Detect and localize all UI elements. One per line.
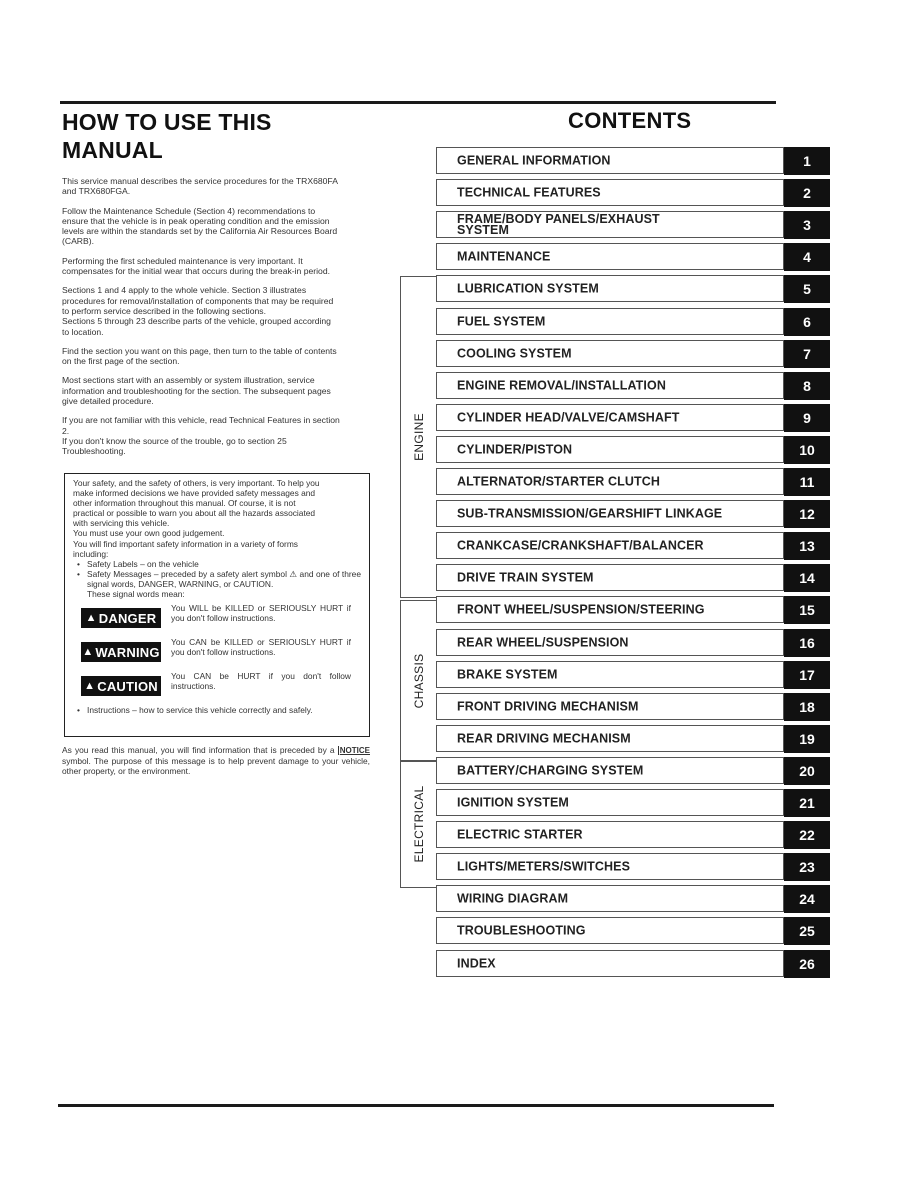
toc-item[interactable] [436, 693, 830, 720]
intro-paragraph [62, 256, 370, 277]
toc-label-box[interactable] [436, 564, 784, 591]
paragraph-line: Performing the first scheduled maintenance is very important. It [62, 255, 303, 266]
group-label-chassis: CHASSIS [411, 653, 426, 709]
toc-label[interactable]: FRAME/BODY PANELS/EXHAUST SYSTEM [457, 211, 660, 237]
paragraph-line: Find the section you want on this page, then turn to the table of contents [62, 345, 337, 356]
alert-triangle-icon: ▲ [85, 612, 97, 625]
bullet-safety-messages: • Safety Messages – preceded by a safety alert symbol ⚠ and one of three signal words, DANGER, WARNING, or CAUTION. [77, 568, 361, 589]
warning-badge: ▲ WARNING [81, 642, 161, 662]
toc-item[interactable] [436, 853, 830, 880]
caution-badge: ▲ CAUTION [81, 676, 161, 696]
toc-label[interactable]: ENGINE REMOVAL/INSTALLATION [457, 378, 666, 392]
toc-item[interactable] [436, 500, 830, 527]
toc-item[interactable] [436, 789, 830, 816]
section-number-tab[interactable]: 6 [784, 308, 830, 336]
toc-label[interactable]: CYLINDER/PISTON [457, 442, 573, 456]
toc-item[interactable] [436, 436, 830, 463]
toc-label[interactable]: DRIVE TRAIN SYSTEM [457, 570, 594, 584]
toc-label-box[interactable] [436, 661, 784, 688]
notice-symbol: NOTICE [339, 746, 370, 755]
toc-label-box[interactable] [436, 917, 784, 944]
paragraph-line: to location. [62, 326, 104, 337]
danger-badge: ▲ DANGER [81, 608, 161, 628]
signal-warning [81, 637, 361, 667]
toc-label-box[interactable] [436, 372, 784, 399]
toc-label-box[interactable] [436, 532, 784, 559]
section-number-tab[interactable]: 15 [784, 596, 830, 624]
paragraph-line: ensure that the vehicle is in peak operating condition and the emission [62, 215, 330, 226]
toc-label[interactable]: MAINTENANCE [457, 249, 551, 263]
toc-label-box[interactable] [436, 950, 784, 977]
section-number-tab[interactable]: 7 [784, 340, 830, 368]
paragraph-line: Troubleshooting. [62, 446, 126, 457]
paragraph-line: to perform service described in the following sections. [62, 305, 266, 316]
section-number-tab[interactable]: 19 [784, 725, 830, 753]
toc-label-box[interactable] [436, 500, 784, 527]
section-number-tab[interactable]: 17 [784, 661, 830, 689]
toc-item[interactable] [436, 243, 830, 270]
toc-label[interactable]: SUB-TRANSMISSION/GEARSHIFT LINKAGE [457, 506, 723, 520]
paragraph-line: If you don't know the source of the trouble, go to section 25 [62, 435, 287, 446]
notice-paragraph: As you read this manual, you will find information that is preceded by a NOTICE symbol. The purpose of this message is to help prevent damage to your vehicle, other property, or the environment. [62, 745, 370, 777]
toc-label[interactable]: ALTERNATOR/STARTER CLUTCH [457, 474, 660, 488]
section-number-tab[interactable]: 16 [784, 629, 830, 657]
section-number-tab[interactable]: 5 [784, 275, 830, 303]
toc-label[interactable]: LIGHTS/METERS/SWITCHES [457, 859, 631, 873]
paragraph-line: on the first page of the section. [62, 356, 180, 367]
toc-label-box[interactable] [436, 757, 784, 784]
bullet-safety-labels: • Safety Labels – on the vehicle [77, 558, 199, 569]
toc-label[interactable]: FRONT WHEEL/SUSPENSION/STEERING [457, 602, 705, 616]
toc-label-box[interactable] [436, 693, 784, 720]
toc-label-box[interactable] [436, 789, 784, 816]
paragraph-line: Most sections start with an assembly or system illustration, service [62, 375, 315, 386]
toc-item[interactable] [436, 308, 830, 335]
intro-paragraph [62, 285, 370, 336]
section-number-tab[interactable]: 26 [784, 950, 830, 978]
section-number-tab[interactable]: 18 [784, 693, 830, 721]
toc-label-box[interactable] [436, 885, 784, 912]
toc-label[interactable]: CRANKCASE/CRANKSHAFT/BALANCER [457, 538, 704, 552]
section-number-tab[interactable]: 2 [784, 179, 830, 207]
toc-label[interactable]: TROUBLESHOOTING [457, 923, 586, 937]
intro-paragraph [62, 375, 370, 406]
group-electrical [400, 760, 436, 888]
toc-label-box[interactable] [436, 308, 784, 335]
toc-label-box[interactable] [436, 179, 784, 206]
danger-desc: You WILL be KILLED or SERIOUSLY HURT if you don't follow instructions. [171, 603, 351, 624]
paragraph-line: Sections 5 through 23 describe parts of the vehicle, grouped according [62, 316, 331, 327]
safety-line: including: [73, 548, 109, 559]
toc-item[interactable] [436, 179, 830, 206]
toc-label-box[interactable] [436, 725, 784, 752]
toc-label-box[interactable] [436, 436, 784, 463]
section-number-tab[interactable]: 4 [784, 243, 830, 271]
toc-item[interactable] [436, 661, 830, 688]
section-number-tab[interactable]: 23 [784, 853, 830, 881]
intro-paragraph [62, 415, 370, 456]
signal-intro: These signal words mean: [87, 589, 185, 600]
section-number-tab[interactable]: 25 [784, 917, 830, 945]
paragraph-line: information and troubleshooting for the section. The subsequent pages [62, 385, 331, 396]
intro-paragraphs [62, 176, 370, 457]
paragraph-line: (CARB). [62, 236, 94, 247]
toc-label[interactable]: GENERAL INFORMATION [457, 153, 611, 167]
signal-danger [81, 603, 361, 633]
paragraph-line: 2. [62, 425, 70, 436]
toc-label[interactable]: BRAKE SYSTEM [457, 667, 558, 681]
toc-item[interactable] [436, 404, 830, 431]
section-number-tab[interactable]: 12 [784, 500, 830, 528]
toc-label-box[interactable] [436, 147, 784, 174]
bullet-instructions: • Instructions – how to service this vehicle correctly and safely. [77, 705, 313, 716]
paragraph-line: levels are within the standards set by the California Air Resources Board [62, 226, 338, 237]
paragraph-line: and TRX680FGA. [62, 186, 131, 197]
toc-item[interactable] [436, 950, 830, 977]
paragraph-line: If you are not familiar with this vehicle, read Technical Features in section [62, 415, 340, 426]
section-number-tab[interactable]: 1 [784, 147, 830, 175]
paragraph-line: Follow the Maintenance Schedule (Section 4) recommendations to [62, 205, 316, 216]
toc-item[interactable] [436, 885, 830, 912]
toc-label-box[interactable] [436, 468, 784, 495]
section-number-tab[interactable]: 21 [784, 789, 830, 817]
safety-line: Your safety, and the safety of others, is very important. To help you [73, 478, 320, 488]
toc-item[interactable] [436, 340, 830, 367]
intro-paragraph [62, 346, 370, 367]
toc-item[interactable] [436, 596, 830, 623]
toc-label-box[interactable] [436, 275, 784, 302]
intro-paragraph [62, 176, 370, 197]
contents-title: CONTENTS [568, 108, 692, 133]
top-rule [60, 101, 776, 104]
paragraph-line: Sections 1 and 4 apply to the whole vehicle. Section 3 illustrates [62, 285, 307, 296]
safety-box [64, 473, 370, 737]
safety-line: You will find important safety information in a variety of forms [73, 538, 298, 549]
toc-item[interactable] [436, 372, 830, 399]
toc-item[interactable] [436, 917, 830, 944]
section-number-tab[interactable]: 10 [784, 436, 830, 464]
safety-line: practical or possible to warn you about all the hazards associated [73, 508, 316, 519]
toc-item[interactable] [436, 468, 830, 495]
group-label-electrical: ELECTRICAL [411, 785, 426, 863]
toc-item[interactable] [436, 629, 830, 656]
section-number-tab[interactable]: 8 [784, 372, 830, 400]
toc-label-box[interactable] [436, 596, 784, 623]
how-to-use-section [62, 108, 370, 466]
paragraph-line: compensates for the initial wear that occurs during the break-in period. [62, 266, 330, 277]
section-number-tab[interactable]: 14 [784, 564, 830, 592]
toc-item[interactable] [436, 725, 830, 752]
toc-item[interactable] [436, 757, 830, 784]
safety-line: other information throughout this manual. Of course, it is not [73, 498, 296, 509]
toc-item[interactable] [436, 532, 830, 559]
toc-label[interactable]: LUBRICATION SYSTEM [457, 281, 599, 295]
bottom-rule [58, 1104, 774, 1107]
toc-label[interactable]: REAR WHEEL/SUSPENSION [457, 635, 629, 649]
section-number-tab[interactable]: 9 [784, 404, 830, 432]
toc-label-box[interactable] [436, 243, 784, 270]
section-number-tab[interactable]: 11 [784, 468, 830, 496]
toc-label[interactable]: COOLING SYSTEM [457, 346, 572, 360]
toc-label[interactable]: ELECTRIC STARTER [457, 827, 583, 841]
intro-paragraph [62, 206, 370, 247]
toc-label[interactable]: IGNITION SYSTEM [457, 795, 569, 809]
toc-label[interactable]: REAR DRIVING MECHANISM [457, 731, 631, 745]
alert-triangle-icon: ▲ [84, 680, 96, 693]
toc-label-box[interactable] [436, 853, 784, 880]
toc-label[interactable]: WIRING DIAGRAM [457, 891, 569, 905]
safety-line: make informed decisions we have provided safety messages and [73, 488, 316, 499]
toc-label-box[interactable] [436, 629, 784, 656]
caution-desc: You CAN be HURT if you don't follow instructions. [171, 671, 351, 692]
toc-label-box[interactable] [436, 821, 784, 848]
toc-label[interactable]: INDEX [457, 956, 496, 970]
group-label-engine: ENGINE [411, 413, 426, 461]
toc-item[interactable] [436, 147, 830, 174]
toc-label-box[interactable] [436, 211, 784, 238]
section-number-tab[interactable]: 22 [784, 821, 830, 849]
safety-line: You must use your own good judgement. [73, 528, 225, 539]
toc-label[interactable]: FRONT DRIVING MECHANISM [457, 699, 639, 713]
group-engine [400, 276, 436, 598]
safety-intro [73, 478, 361, 559]
toc-label[interactable]: FUEL SYSTEM [457, 314, 546, 328]
section-number-tab[interactable]: 24 [784, 885, 830, 913]
toc-label[interactable]: BATTERY/CHARGING SYSTEM [457, 763, 644, 777]
section-number-tab[interactable]: 3 [784, 211, 830, 239]
paragraph-line: procedures for removal/installation of components that may be required [62, 295, 334, 306]
signal-caution [81, 671, 361, 701]
toc-label[interactable]: CYLINDER HEAD/VALVE/CAMSHAFT [457, 410, 680, 424]
toc-item[interactable] [436, 211, 830, 238]
alert-triangle-icon: ▲ [82, 646, 94, 659]
safety-line: with servicing this vehicle. [73, 518, 170, 529]
toc-item[interactable] [436, 275, 830, 302]
toc-label-box[interactable] [436, 404, 784, 431]
toc-label[interactable]: TECHNICAL FEATURES [457, 185, 601, 199]
page-title: HOW TO USE THIS MANUAL [62, 109, 272, 163]
paragraph-line: This service manual describes the service procedures for the TRX680FA [62, 176, 338, 186]
toc-label-box[interactable] [436, 340, 784, 367]
toc-item[interactable] [436, 564, 830, 591]
toc-item[interactable] [436, 821, 830, 848]
group-chassis [400, 600, 436, 762]
section-number-tab[interactable]: 13 [784, 532, 830, 560]
paragraph-line: give detailed procedure. [62, 396, 154, 407]
warning-desc: You CAN be KILLED or SERIOUSLY HURT if you don't follow instructions. [171, 637, 351, 658]
section-number-tab[interactable]: 20 [784, 757, 830, 785]
